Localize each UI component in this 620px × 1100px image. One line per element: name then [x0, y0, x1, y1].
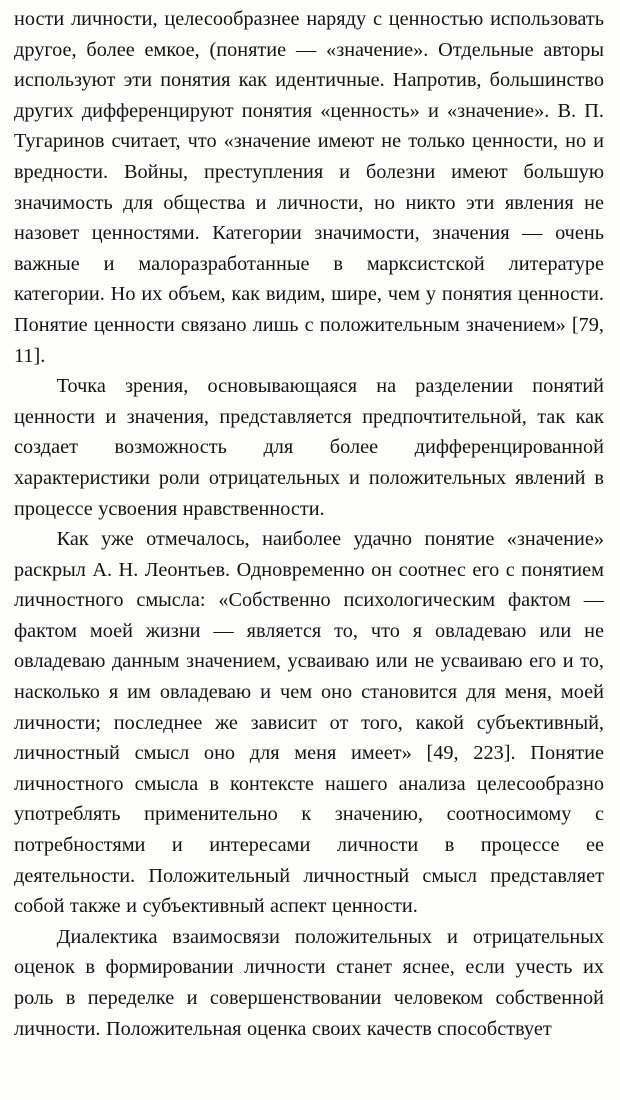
paragraph-2: Точка зрения, основывающаяся на разделении понятий ценности и значения, представляется предпочтительной, так как создает возможность для более дифференцированной характеристики роли отрицательных и положительных явлений в процессе усвоения нравственности.: [14, 375, 604, 520]
paragraph-3: Как уже отмечалось, наиболее удачно понятие «значение» раскрыл А. Н. Леонтьев. Одновременно он соотнес его с понятием личностного смысла: «Собственно психологическим фактом — фактом моей жизни — является то, что я овладеваю или не овладеваю данным значением, усваиваю или не усваиваю его и то, насколько я им овладеваю и чем оно становится для меня, моей личности; последнее же зависит от того, какой субъективный, личностный смысл оно для меня имеет» [49, 223]. Понятие личностного смысла в контексте нашего анализа целесообразно употреблять применительно к значению, соотносимому с потребностями и интересами личности в процессе ее деятельности. Положительный личностный смысл представляет собой также и субъективный аспект ценности.: [14, 528, 604, 918]
paragraph-1: ности личности, целесообразнее наряду с ценностью использовать другое, более емкое, (понятие — «значение». Отдельные авторы используют эти понятия как идентичные. Напротив, большинство других дифференцируют понятия «ценность» и «значение». В. П. Тугаринов считает, что «значение имеют не только ценности, но и вредности. Войны, преступления и болезни имеют большую значимость для общества и личности, но никто эти явления не назовет ценностями. Категории значимости, значения — очень важные и малоразработанные в марксистской литературе категории. Но их объем, как видим, шире, чем у понятия ценности. Понятие ценности связано лишь с положительным значением» [79, 11].: [14, 8, 604, 367]
paragraph-4: Диалектика взаимосвязи положительных и отрицательных оценок в формировании личности станет яснее, если учесть их роль в переделке и совершенствовании человеком собственной личности. Положительная оценка своих качеств способствует: [14, 925, 604, 1040]
document-body: [14, 4, 604, 1044]
